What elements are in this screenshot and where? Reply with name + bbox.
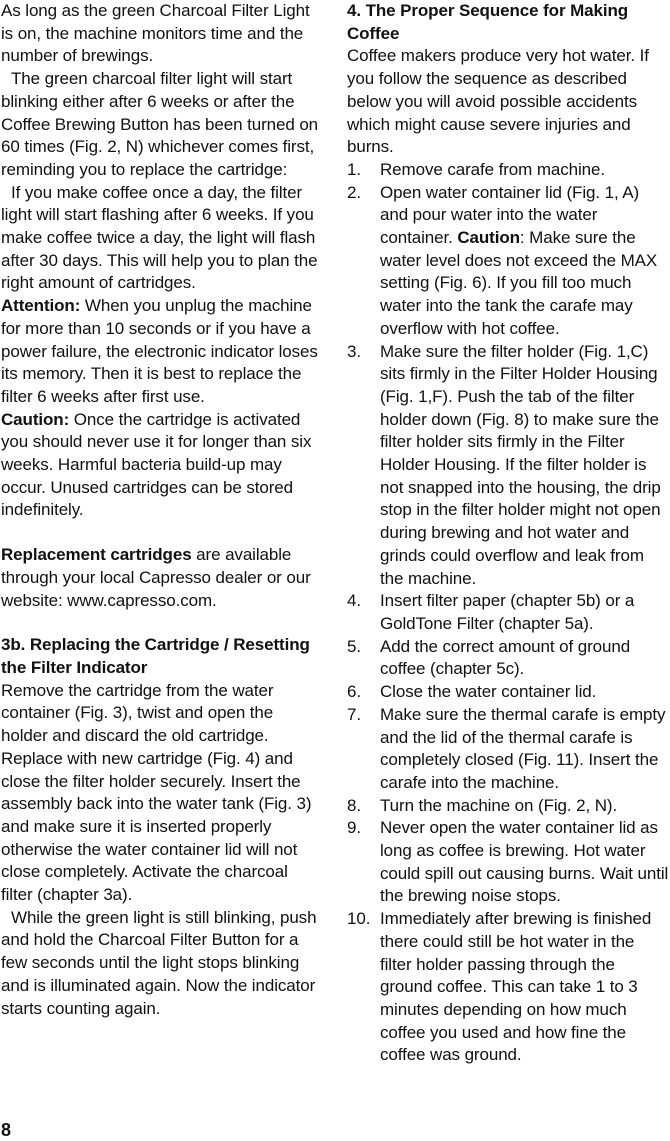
step-number: 8. (347, 795, 361, 815)
left-column (1, 0, 321, 1020)
step-number: 9. (347, 818, 361, 838)
step-text-after: : Make sure the water level does not exceed the MAX setting (Fig. 6). If you fill too much water into the tank the carafe may overflow with hot coffee. (380, 228, 658, 338)
replacement-label: Replacement cartridges (1, 545, 192, 565)
step-text: Turn the machine on (Fig. 2, N). (380, 795, 618, 815)
step-text: Add the correct amount of ground coffee (chapter 5c). (380, 636, 631, 679)
step-text: Insert filter paper (chapter 5b) or a GoldTone Filter (chapter 5a). (380, 591, 635, 633)
step-text: Make sure the thermal carafe is empty and the lid of the thermal carafe is completely closed (Fig. 11). Insert the carafe into the machine. (380, 704, 666, 792)
caution-text: Once the cartridge is activated you should never use it for longer than six weeks. Harmful bacteria build-up may occur. Unused cartridges can be stored indefinitely. (1, 409, 312, 520)
replacement-text: are available through your local Capresso dealer or our website: www.capresso.com. (1, 545, 311, 610)
step-number: 2. (347, 182, 361, 202)
step-text: Never open the water container lid as long as coffee is brewing. Hot water could spill out causing burns. Wait until the brewing noise stops. (380, 818, 669, 906)
attention-label: Attention: (1, 296, 81, 316)
step-number: 10. (347, 909, 371, 929)
step-text: Make sure the filter holder (Fig. 1,C) sits firmly in the Filter Holder Housing (Fig. 1,F). Push the tab of the filter holder down (Fig. 8) to make sure the filter holder sits firmly in the Filter Holder Housing. If the filter holder is not snapped into the housing, the drip stop in the filter holder might not open during brewing and hot water and grinds could overflow and leak from the machine. (380, 341, 661, 588)
step-6 (347, 681, 669, 704)
step-7 (347, 704, 669, 795)
filter-monitor-paragraph: As long as the green Charcoal Filter Light is on, the machine monitors time and the number of brewings. (1, 1, 310, 66)
step-4 (347, 590, 669, 635)
filter-blink-paragraph: The green charcoal filter light will start blinking either after 6 weeks or after the Coffee Brewing Button has been turned on 60 times (Fig. 2, N) whichever comes first, reminding you to replace the cartridge: (1, 69, 319, 179)
step-number: 6. (347, 682, 361, 702)
caution-paragraph (1, 409, 321, 523)
caution-label: Caution (457, 228, 520, 248)
reset-indicator-paragraph: While the green light is still blinking, push and hold the Charcoal Filter Button for a few seconds until the light stops blinking and is illuminated again. Now the indicator starts counting again. (1, 907, 317, 1018)
step-3 (347, 341, 669, 591)
step-text: Close the water container lid. (380, 682, 597, 702)
step-number: 7. (347, 704, 361, 724)
step-number: 1. (347, 159, 361, 179)
step-text: Immediately after brewing is finished there could still be hot water in the filter holder passing through the ground coffee. This can take 1 to 3 minutes depending on how much coffee you used and how fine the coffee was ground. (380, 909, 652, 1065)
right-column (347, 0, 669, 1067)
step-number: 3. (347, 341, 361, 361)
step-5 (347, 636, 669, 681)
step-number: 4. (347, 591, 361, 611)
caution-label: Caution: (1, 409, 70, 429)
page-number: 8 (1, 1120, 12, 1140)
step-text-before: Open water container lid (Fig. 1, A) and pour water into the water container. (380, 182, 640, 248)
step-1 (347, 159, 669, 182)
sequence-steps-list (347, 159, 669, 1067)
replace-cartridge-paragraph: Remove the cartridge from the water container (Fig. 3), twist and open the holder and discard the old cartridge. Replace with new cartridge (Fig. 4) and close the filter holder securely. Insert the assembly back into the water tank (Fig. 3) and make sure it is inserted properly otherwise the water container lid will not close completely. Activate the charcoal filter (chapter 3a). (1, 680, 312, 905)
step-text: Remove carafe from machine. (380, 159, 605, 179)
section-4-heading: 4. The Proper Sequence for Making Coffee (347, 1, 629, 43)
attention-text: When you unplug the machine for more than 10 seconds or if you have a power failure, the electronic indicator loses its memory. Then it is best to replace the filter 6 weeks after first use. (1, 296, 318, 406)
step-8 (347, 795, 669, 818)
filter-frequency-paragraph: If you make coffee once a day, the filter light will start flashing after 6 weeks. If you make coffee twice a day, the light will flash after 30 days. This will help you to plan the right amount of cartridges. (1, 182, 318, 293)
step-2 (347, 182, 669, 341)
section-3b-heading: 3b. Replacing the Cartridge / Resetting the Filter Indicator (1, 635, 310, 677)
sequence-intro: Coffee makers produce very hot water. If you follow the sequence as described below you will avoid possible accidents which might cause severe injuries and burns. (347, 46, 649, 157)
step-9 (347, 817, 669, 908)
replacement-paragraph (1, 544, 321, 612)
step-10 (347, 908, 669, 1067)
step-number: 5. (347, 636, 361, 656)
attention-paragraph (1, 295, 321, 409)
